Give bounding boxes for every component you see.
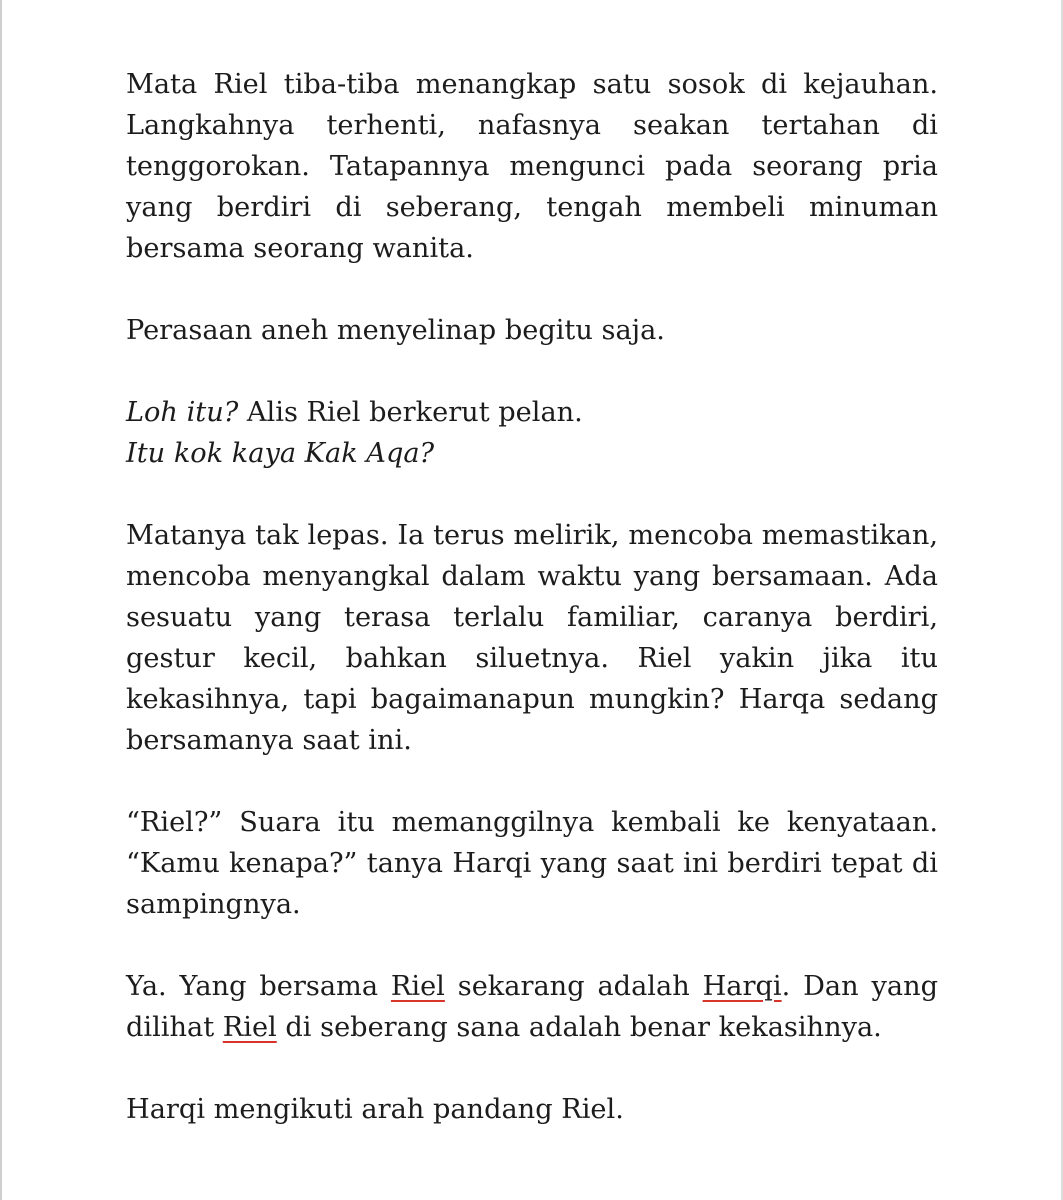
narration-text: Alis Riel berkerut pelan. (238, 397, 583, 428)
text-run: sekarang adalah (444, 971, 703, 1002)
inner-thought-2: Itu kok kaya Kak Aqa? (126, 438, 435, 469)
paragraph-5: “Riel?” Suara itu memanggilnya kembali ke kenyataan. “Kamu kenapa?” tanya Harqi yang saat ini berdiri tepat di sampingnya. (126, 807, 938, 920)
spellcheck-flagged-word[interactable]: Harqi (702, 971, 782, 1002)
text-run: . Dan yang dilihat (126, 971, 938, 1043)
paragraph-3-line-1 (126, 392, 938, 433)
paragraph-7: Harqi mengikuti arah pandang Riel. (126, 1094, 624, 1125)
spellcheck-flagged-word[interactable]: Riel (390, 971, 445, 1002)
paragraph-3 (126, 392, 938, 474)
paragraph-1: Mata Riel tiba-tiba menangkap satu sosok di kejauhan. Langkahnya terhenti, nafasnya seakan tertahan di tenggorokan. Tatapannya mengunci pada seorang pria yang berdiri di seberang, tengah membeli minuman bersama seorang wanita. (126, 69, 938, 264)
inner-thought-1: Loh itu? (126, 397, 239, 428)
paragraph-2: Perasaan aneh menyelinap begitu saja. (126, 315, 665, 346)
text-run: Ya. Yang bersama (126, 971, 391, 1002)
paragraph-4: Matanya tak lepas. Ia terus melirik, mencoba memastikan, mencoba menyangkal dalam waktu yang bersamaan. Ada sesuatu yang terasa terlalu familiar, caranya berdiri, gestur kecil, bahkan siluetnya. Riel yakin jika itu kekasihnya, tapi bagaimanapun mungkin? Harqa sedang bersamanya saat ini. (126, 520, 938, 756)
spellcheck-flagged-word[interactable]: Riel (222, 1012, 277, 1043)
text-run: di seberang sana adalah benar kekasihnya. (276, 1012, 882, 1043)
page-left-edge (0, 0, 2, 1200)
paragraph-6 (126, 966, 938, 1048)
document-body[interactable] (126, 64, 938, 1130)
